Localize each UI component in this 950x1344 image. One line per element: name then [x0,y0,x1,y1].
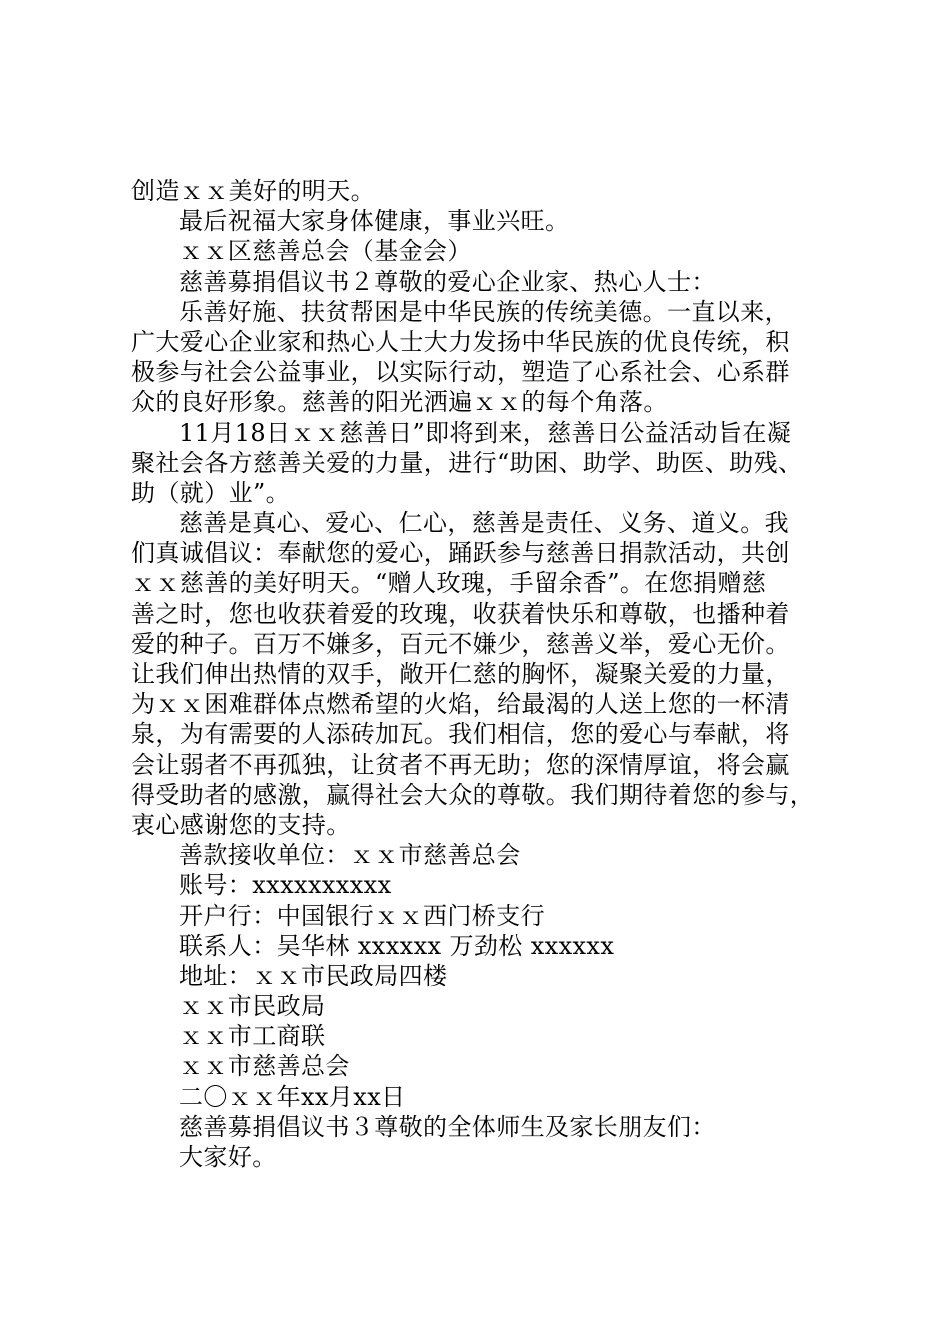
text-line: 广大爱心企业家和热心人士大力发扬中华民族的优良传统，积 [131,327,790,356]
text-line: ｘｘ市慈善总会 [179,1052,350,1081]
text-line: 慈善是真心、爱心、仁心，慈善是责任、义务、道义。我 [179,509,789,538]
text-line: 得受助者的感激，赢得社会大众的尊敬。我们期待着您的参与， [131,780,815,809]
text-line: 衷心感谢您的支持。 [131,810,351,839]
text-line: 众的良好形象。慈善的阳光洒遍ｘｘ的每个角落。 [131,388,668,417]
text-line: 让我们伸出热情的双手，敞开仁慈的胸怀，凝聚关爱的力量， [131,660,790,688]
text-line: 为ｘｘ困难群体点燃希望的火焰，给最渴的人送上您的一杯清 [131,690,790,719]
text-line: 乐善好施、扶贫帮困是中华民族的传统美德。一直以来， [179,297,789,326]
text-line: 联系人：吴华林 xxxxxx 万劲松 xxxxxx [179,931,615,960]
text-line: 地址：ｘｘ市民政局四楼 [179,961,448,990]
text-line: 会让弱者不再孤独，让贫者不再无助；您的深情厚谊，将会赢 [131,750,790,779]
text-line: 聚社会各方慈善关爱的力量，进行“助困、助学、助医、助残、 [131,448,803,477]
text-line: 助（就）业”。 [131,478,291,507]
text-line: 创造ｘｘ美好的明天。 [131,177,375,205]
text-line: 慈善募捐倡议书２尊敬的爱心企业家、热心人士： [179,267,716,296]
text-line: 极参与社会公益事业，以实际行动，塑造了心系社会、心系群 [131,358,790,387]
text-line: 爱的种子。百万不嫌多，百元不嫌少，慈善义举，爱心无价。 [131,629,790,658]
text-line: 善款接收单位：ｘｘ市慈善总会 [179,841,521,870]
text-line: 慈善募捐倡议书３尊敬的全体师生及家长朋友们： [179,1112,716,1141]
text-line: ｘｘ慈善的美好明天。“赠人玫瑰，手留余香”。在您捐赠慈 [131,569,767,598]
text-line: 二〇ｘｘ年xx月xx日 [179,1082,406,1111]
text-line: ｘｘ区慈善总会（基金会） [179,237,472,266]
text-line: ｘｘ市工商联 [179,1022,326,1051]
text-line: 们真诚倡议：奉献您的爱心，踊跃参与慈善日捐款活动，共创 [131,539,790,568]
text-line: ｘｘ市民政局 [179,992,326,1021]
text-line: 开户行：中国银行ｘｘ西门桥支行 [179,901,545,930]
text-line: 最后祝福大家身体健康，事业兴旺。 [179,207,570,236]
text-line: 11月18日ｘｘ慈善日”即将到来，慈善日公益活动旨在凝 [179,418,792,447]
text-line: 善之时，您也收获着爱的玫瑰，收获着快乐和尊敬，也播种着 [131,599,790,628]
text-line: 泉，为有需要的人添砖加瓦。我们相信，您的爱心与奉献，将 [131,720,790,749]
text-line: 大家好。 [179,1143,277,1171]
document-body [131,176,831,1172]
text-line: 账号：xxxxxxxxxx [179,871,392,900]
